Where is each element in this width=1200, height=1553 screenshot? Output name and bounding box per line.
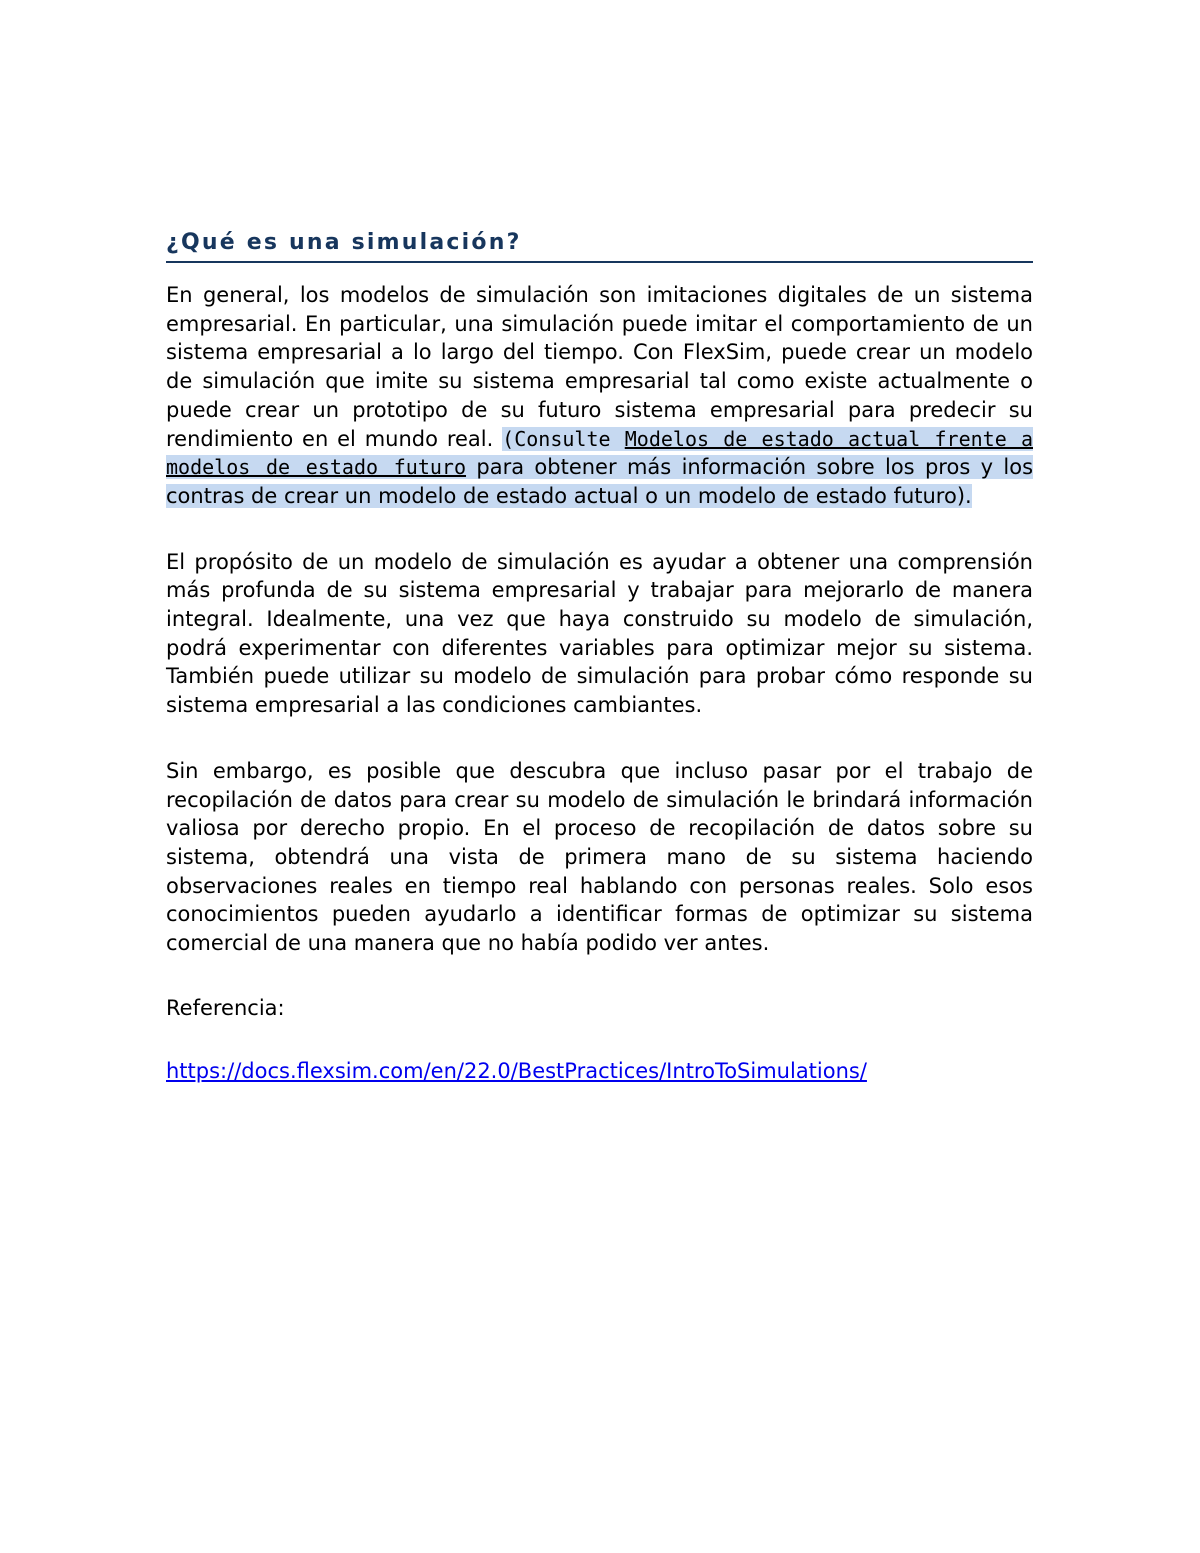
document-body (166, 228, 1033, 1086)
reference-url-link[interactable]: https://docs.flexsim.com/en/22.0/BestPractices/IntroToSimulations/ (166, 1059, 867, 1084)
paragraph-purpose: El propósito de un modelo de simulación es ayudar a obtener una comprensión más profunda de su sistema empresarial y trabajar para mejorarlo de manera integral. Idealmente, una vez que haya construido su modelo de simulación, podrá experimentar con diferentes variables para optimizar mejor su sistema. También puede utilizar su modelo de simulación para probar cómo responde su sistema empresarial a las condiciones cambiantes. (166, 549, 1033, 718)
section-title: ¿Qué es una simulación? (166, 228, 1033, 263)
highlighted-note-rest: para obtener más información sobre los pros y los contras de crear un modelo de estado actual o un modelo de estado futuro). (166, 455, 1034, 508)
paragraph-intro-text: En general, los modelos de simulación son imitaciones digitales de un sistema empresarial. En particular, una simulación puede imitar el comportamiento de un sistema empresarial a lo largo del tiempo. Con FlexSim, puede crear un modelo de simulación que imite su sistema empresarial tal como existe actualmente o puede crear un prototipo de su futuro sistema empresarial para predecir su rendimiento en el mundo real. (166, 283, 1033, 451)
highlighted-note-open: (Consulte (502, 426, 625, 451)
reference-label: Referencia: (166, 995, 285, 1020)
paragraph-intro (166, 281, 1033, 511)
current-vs-future-models-link[interactable]: Modelos de estado actual frente a modelos de estado futuro (166, 426, 1033, 480)
paragraph-data-collection: Sin embargo, es posible que descubra que incluso pasar por el trabajo de recopilación de datos para crear su modelo de simulación le brindará información valiosa por derecho propio. En el proceso de recopilación de datos sobre su sistema, obtendrá una vista de primera mano de su sistema haciendo observaciones reales en tiempo real hablando con personas reales. Solo esos conocimientos pueden ayudarlo a identificar formas de optimizar su sistema comercial de una manera que no había podido ver antes. (166, 758, 1033, 956)
reference-line (166, 1057, 1033, 1086)
